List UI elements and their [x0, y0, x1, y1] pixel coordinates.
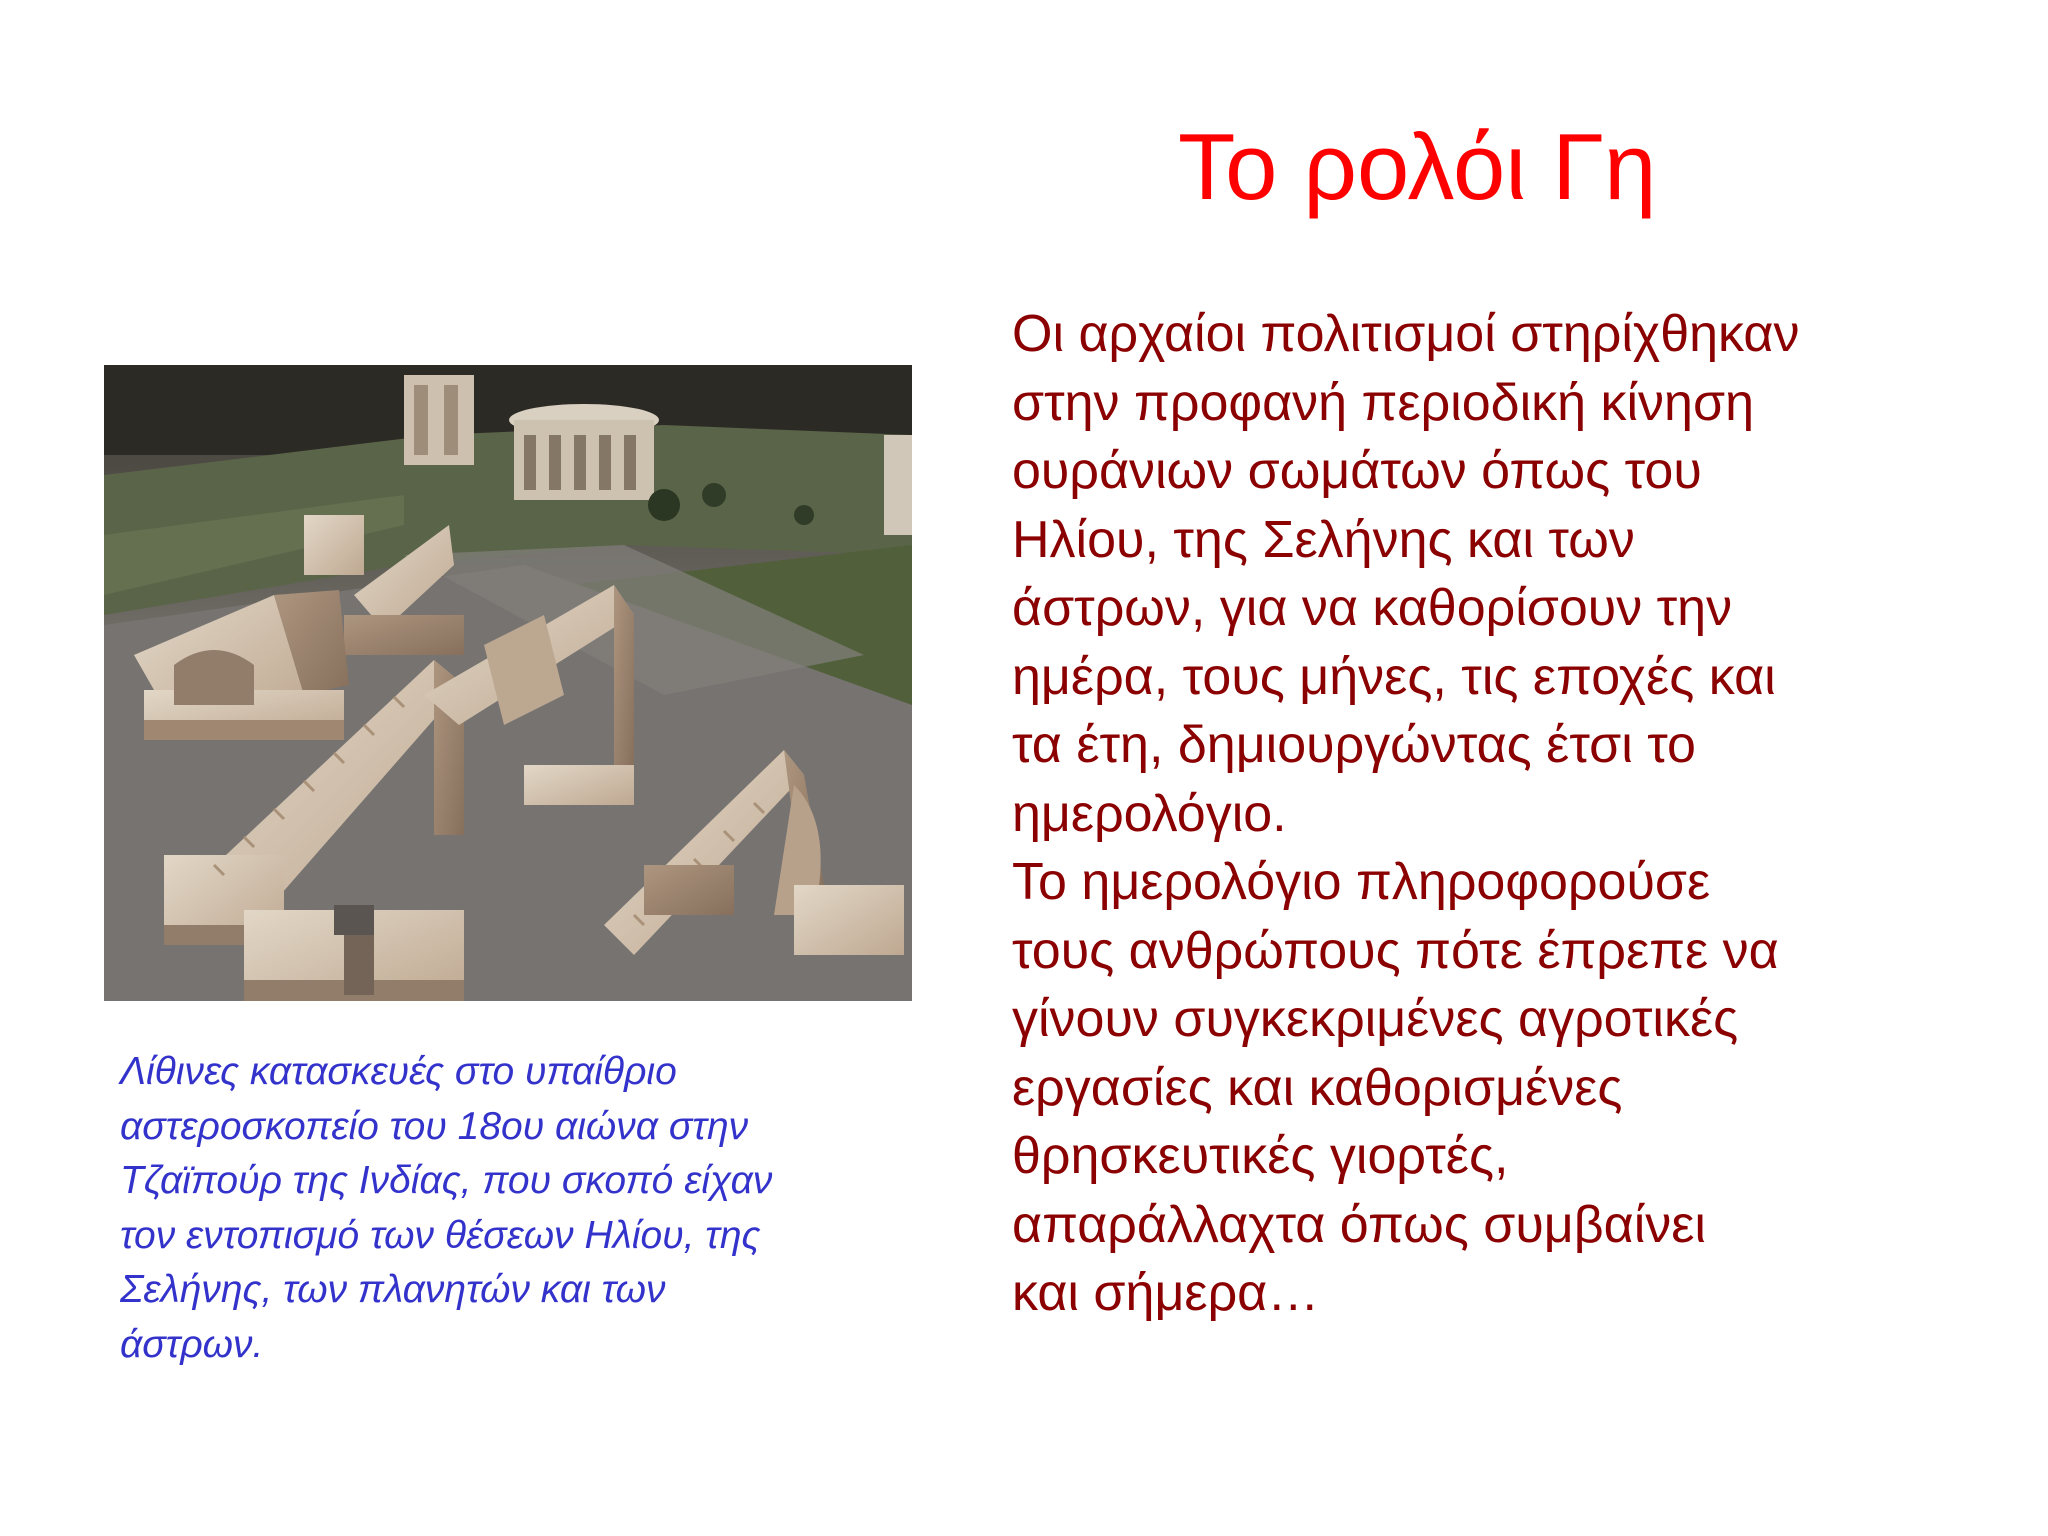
caption-line: Λίθινες κατασκευές στο υπαίθριο	[120, 1050, 677, 1093]
body-text	[1012, 300, 2012, 1328]
body-line: ουράνιων σωμάτων όπως του	[1012, 442, 1702, 500]
body-line: ημερολόγιο.	[1012, 784, 1287, 843]
body-line: απαράλλαχτα όπως συμβαίνει	[1012, 1195, 1706, 1254]
body-line: και σήμερα…	[1012, 1264, 1320, 1322]
body-line: τα έτη, δημιουργώντας έτσι το	[1012, 716, 1696, 774]
observatory-illustration	[104, 365, 912, 1001]
body-line: θρησκευτικές γιορτές,	[1012, 1127, 1509, 1185]
photo-caption	[120, 1045, 920, 1372]
body-line: γίνουν συγκεκριμένες αγροτικές	[1012, 990, 1739, 1048]
slide-title: Το ρολόι Γη	[1178, 114, 1657, 219]
caption-line: τον εντοπισμό των θέσεων Ηλίου, της	[120, 1213, 761, 1257]
body-line: ημέρα, τους μήνες, τις εποχές και	[1012, 647, 1776, 706]
body-line: άστρων, για να καθορίσουν την	[1012, 579, 1733, 637]
caption-line: άστρων.	[120, 1322, 264, 1366]
caption-line: αστεροσκοπείο του 18ου αιώνα στην	[120, 1104, 749, 1148]
observatory-photo	[104, 365, 912, 1001]
caption-line: Σελήνης, των πλανητών και των	[120, 1268, 666, 1311]
body-line: εργασίες και καθορισμένες	[1012, 1058, 1623, 1117]
body-line: στην προφανή περιοδική κίνηση	[1012, 373, 1754, 432]
body-line: Ηλίου, της Σελήνης και των	[1012, 510, 1635, 569]
caption-line: Τζαϊπούρ της Ινδίας, που σκοπό είχαν	[120, 1159, 773, 1202]
body-line: τους ανθρώπους πότε έπρεπε να	[1012, 921, 1779, 980]
body-line: Οι αρχαίοι πολιτισμοί στηρίχθηκαν	[1012, 305, 1800, 363]
body-line: Το ημερολόγιο πληροφορούσε	[1012, 853, 1711, 911]
